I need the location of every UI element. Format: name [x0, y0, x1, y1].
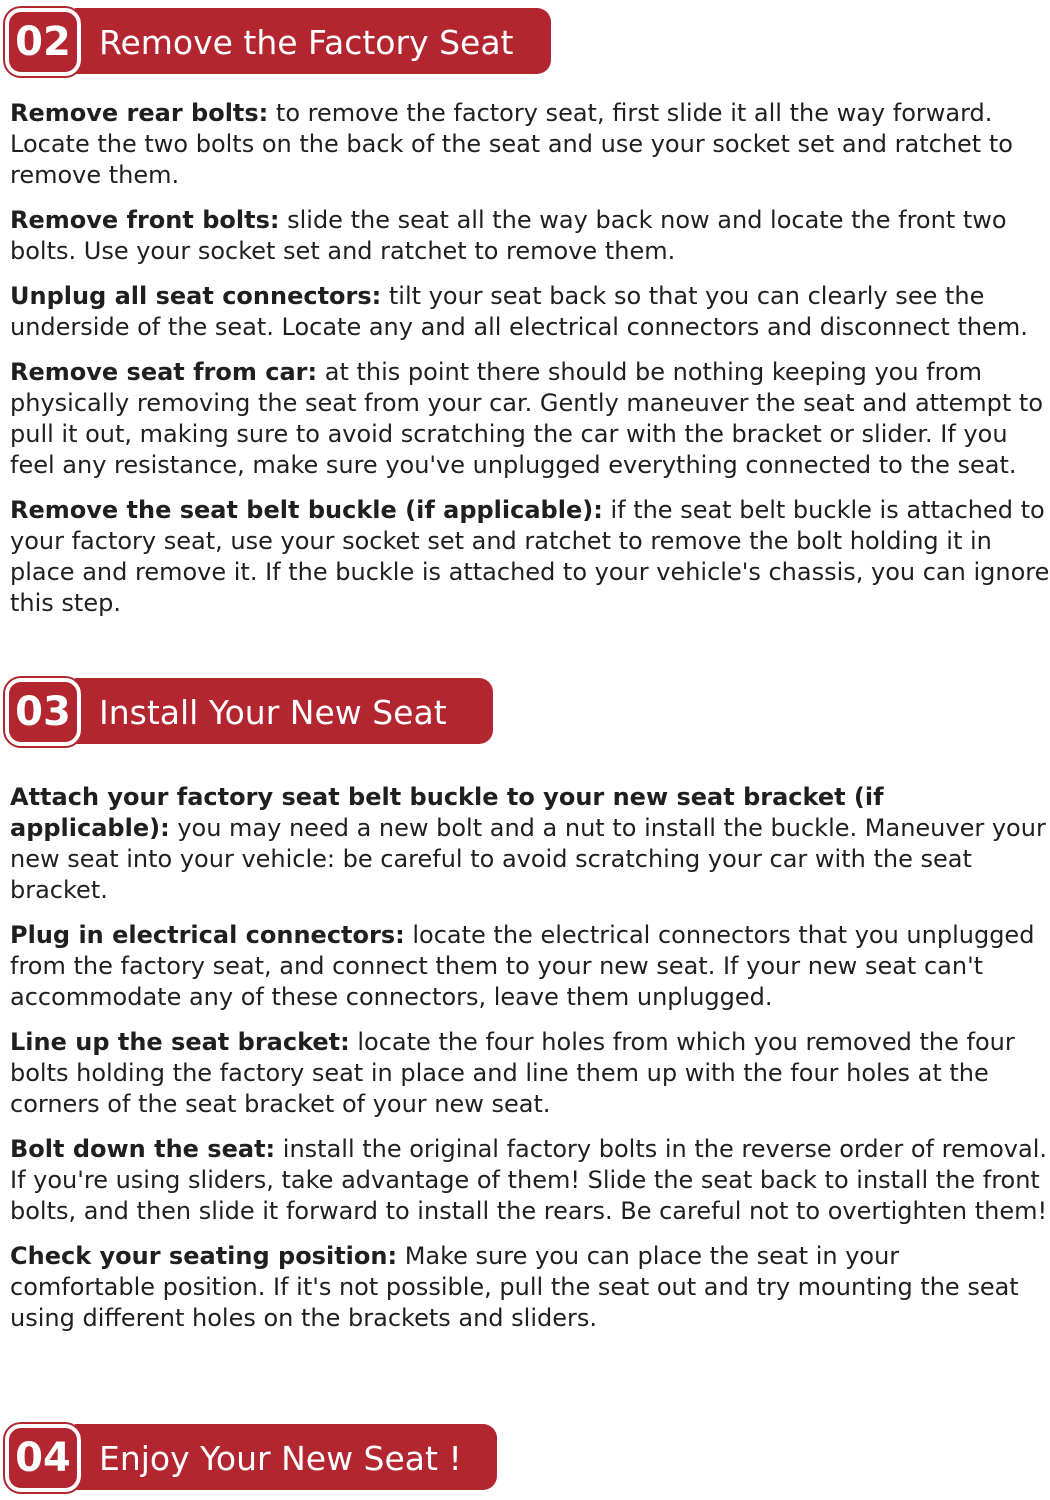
step-label: Line up the seat bracket:: [10, 1028, 350, 1056]
step-text: locate the four holes from which you removed the four bolts holding the factory seat in place and line them up with the four holes at the corners of the seat bracket of your new seat.: [10, 1028, 1015, 1118]
step-attach-buckle: [10, 782, 1050, 906]
step-text: Make sure you can place the seat in your comfortable position. If it's not possible, pull the seat out and try mounting the seat using different holes on the brackets and sliders.: [10, 1242, 1019, 1332]
step-label: Remove front bolts:: [10, 206, 280, 234]
step-bolt-down: [10, 1134, 1050, 1227]
step-remove-front-bolts: [10, 205, 1050, 267]
step-text: at this point there should be nothing keeping you from physically removing the seat from your car. Gently maneuver the seat and attempt to pull it out, making sure to avoid scratching the car with the bracket or slider. If you feel any resistance, make sure you've unplugged everything connected to the seat.: [10, 358, 1044, 479]
step-plug-connectors: [10, 920, 1050, 1013]
step-label: Remove rear bolts:: [10, 99, 269, 127]
section-03-title: Install Your New Seat: [99, 692, 447, 732]
step-text: you may need a new bolt and a nut to install the buckle. Maneuver your new seat into your vehicle: be careful to avoid scratching your car with the seat bracket.: [10, 814, 1046, 904]
step-text: locate the electrical connectors that you unplugged from the factory seat, and connect them to your new seat. If your new seat can't accommodate any of these connectors, leave them unplugged.: [10, 921, 1035, 1011]
step-label: Unplug all seat connectors:: [10, 282, 382, 310]
step-label: Bolt down the seat:: [10, 1135, 276, 1163]
section-02-title: Remove the Factory Seat: [99, 22, 514, 62]
section-04-title: Enjoy Your New Seat !: [99, 1438, 462, 1478]
section-02-header: [5, 6, 514, 78]
step-label: Check your seating position:: [10, 1242, 398, 1270]
section-03-number: 03: [5, 678, 81, 746]
step-label: Remove seat from car:: [10, 358, 318, 386]
step-label: Plug in electrical connectors:: [10, 921, 405, 949]
section-02-steps: [10, 98, 1050, 633]
step-remove-buckle: [10, 495, 1050, 619]
step-text: install the original factory bolts in the reverse order of removal. If you're using sliders, take advantage of them! Slide the seat back to install the front bolts, and then slide it forward to install the rears. Be careful not to overtighten them!: [10, 1135, 1048, 1225]
step-text: if the seat belt buckle is attached to your factory seat, use your socket set and ratchet to remove the bolt holding it in place and remove it. If the buckle is attached to your vehicle's chassis, you can ignore this step.: [10, 496, 1050, 617]
step-unplug-connectors: [10, 281, 1050, 343]
step-line-up-bracket: [10, 1027, 1050, 1120]
step-remove-rear-bolts: [10, 98, 1050, 191]
step-check-position: [10, 1241, 1050, 1334]
step-label: Remove the seat belt buckle (if applicable):: [10, 496, 603, 524]
step-remove-seat: [10, 357, 1050, 481]
section-03-header: [5, 676, 447, 748]
step-text: tilt your seat back so that you can clearly see the underside of the seat. Locate any and all electrical connectors and disconnect them.: [10, 282, 1028, 341]
section-04-number: 04: [5, 1424, 81, 1492]
step-label: Attach your factory seat belt buckle to your new seat bracket (if applicable):: [10, 783, 884, 842]
section-04-header: [5, 1422, 462, 1494]
step-text: slide the seat all the way back now and locate the front two bolts. Use your socket set and ratchet to remove them.: [10, 206, 1007, 265]
section-02-number: 02: [5, 8, 81, 76]
section-03-steps: [10, 782, 1050, 1348]
step-text: to remove the factory seat, first slide it all the way forward. Locate the two bolts on the back of the seat and use your socket set and ratchet to remove them.: [10, 99, 1013, 189]
